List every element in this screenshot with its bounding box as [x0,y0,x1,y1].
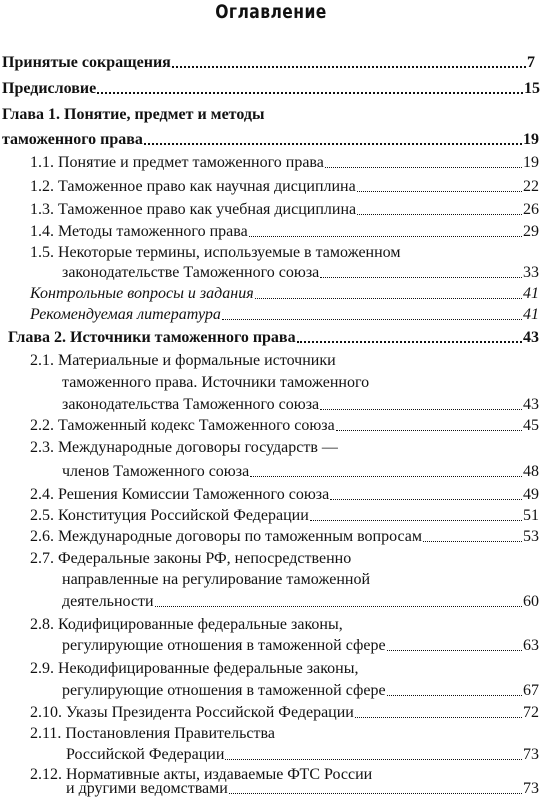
dot-leader [222,318,522,320]
dot-leader [320,276,522,278]
toc-entry-2-2[interactable] [30,416,539,435]
toc-entry-page: 63 [523,637,539,654]
dot-leader [229,792,522,794]
dot-leader [249,235,522,237]
dot-leader [172,65,526,68]
toc-entry-page: 53 [523,528,539,545]
toc-entry-text: 2.2. Таможенный кодекс Таможенного союза [30,417,335,434]
dot-leader [387,694,522,696]
toc-entry-text: 1.2. Таможенное право как научная дисциплина [30,178,356,195]
toc-entry-2-1[interactable] [62,395,539,414]
toc-entry-text: 1.1. Понятие и предмет таможенного права [30,154,324,171]
toc-entry-2-1-line2: таможенного права. Источники таможенного [62,374,370,391]
dot-leader [155,605,522,607]
toc-entry-text: 2.10. Указы Президента Российской Федерации [30,704,354,721]
toc-entry-text: 2.6. Международные договоры по таможенным вопросам [30,528,423,545]
toc-entry-2-11[interactable] [66,745,539,764]
toc-entry-page: 45 [523,417,539,434]
toc-entry-1-4[interactable] [30,222,539,241]
dot-leader [355,716,522,718]
dot-leader [144,142,522,145]
toc-entry-page: 72 [523,704,539,721]
toc-entry-2-1-line1: 2.1. Материальные и формальные источники [30,352,336,369]
dot-leader [423,540,522,542]
toc-entry-2-3-line1: 2.3. Международные договоры государств — [30,439,338,456]
toc-entry-page: 73 [523,780,539,797]
toc-entry-2-10[interactable] [30,703,539,722]
toc-entry-text: Рекомендуемая литература [30,306,221,323]
toc-entry-1-5[interactable] [62,263,539,282]
toc-entry-text: Российской Федерации [66,746,225,763]
dot-leader [255,297,522,299]
toc-entry-2-12[interactable] [66,779,539,798]
toc-entry-chapter2[interactable] [8,328,539,347]
toc-entry-page: 26 [523,201,539,218]
dot-leader [320,408,522,410]
toc-entry-2-8-line1: 2.8. Кодифицированные федеральные законы, [30,616,343,633]
toc-entry-text: регулирующие отношения в таможенной сфере [62,637,386,654]
toc-entry-text: и другими ведомствами [66,780,228,797]
toc-entry-2-8[interactable] [62,636,539,655]
dot-leader [325,166,522,168]
toc-entry-page: 15 [524,80,540,97]
dot-leader [336,429,522,431]
toc-entry-2-7-line2: направленные на регулирование таможенной [62,571,371,588]
toc-entry-2-7-line1: 2.7. Федеральные законы РФ, непосредственно [30,550,352,567]
toc-entry-page: 73 [523,746,539,763]
toc-entry-page: 7 [527,54,535,71]
toc-entry-2-4[interactable] [30,485,539,504]
toc-entry-text: деятельности [62,593,154,610]
toc-entry-1-3[interactable] [30,200,539,219]
toc-entry-text: Принятые сокращения [2,54,171,71]
toc-entry-abbreviations[interactable] [2,53,535,72]
toc-entry-text: таможенного права [2,131,143,148]
toc-entry-page: 60 [523,593,539,610]
toc-entry-text: Предисловие [2,80,97,97]
toc-entry-page: 48 [523,463,539,480]
dot-leader [357,190,522,192]
toc-entry-text: Глава 2. Источники таможенного права [8,329,296,346]
toc-entry-page: 41 [523,306,539,323]
dot-leader [357,213,522,215]
toc-entry-recommended-literature[interactable] [30,305,539,324]
toc-entry-page: 43 [523,396,539,413]
toc-entry-page: 41 [523,285,539,302]
toc-entry-text: регулирующие отношения в таможенной сфере [62,682,386,699]
toc-entry-2-11-line1: 2.11. Постановления Правительства [30,725,275,742]
toc-entry-page: 33 [523,264,539,281]
toc-entry-page: 43 [523,329,539,346]
toc-entry-2-5[interactable] [30,506,539,525]
dot-leader [330,498,522,500]
toc-entry-text: 1.4. Методы таможенного права [30,223,248,240]
toc-entry-1-1[interactable] [30,153,539,172]
dot-leader [225,758,522,760]
toc-entry-page: 29 [523,223,539,240]
toc-entry-text: законодательстве Таможенного союза [62,264,320,281]
toc-entry-page: 49 [523,486,539,503]
toc-entry-page: 51 [523,507,539,524]
toc-entry-chapter1-line1: Глава 1. Понятие, предмет и методы [2,106,265,123]
dot-leader [97,91,523,94]
toc-entry-1-5-line1: 1.5. Некоторые термины, используемые в таможенном [30,244,401,261]
toc-entry-review-questions[interactable] [30,284,539,303]
dot-leader [250,475,522,477]
toc-entry-2-3[interactable] [62,462,539,481]
toc-entry-preface[interactable] [2,79,540,98]
toc-entry-text: 2.5. Конституция Российской Федерации [30,507,309,524]
page-title: Оглавление [215,1,327,23]
toc-entry-page: 19 [523,131,539,148]
toc-entry-page: 22 [523,178,539,195]
toc-entry-text: законодательства Таможенного союза [62,396,320,413]
dot-leader [310,519,522,521]
dot-leader [297,340,522,343]
toc-entry-2-12-line1: 2.12. Нормативные акты, издаваемые ФТС России [30,766,373,783]
toc-entry-page: 19 [523,154,539,171]
toc-entry-text: Контрольные вопросы и задания [30,285,254,302]
toc-entry-2-6[interactable] [30,527,539,546]
toc-entry-2-9-line1: 2.9. Некодифицированные федеральные законы, [30,660,359,677]
toc-entry-text: 2.4. Решения Комиссии Таможенного союза [30,486,330,503]
dot-leader [387,649,522,651]
toc-entry-2-7[interactable] [62,592,539,611]
toc-entry-chapter1[interactable] [2,130,539,149]
toc-entry-2-9[interactable] [62,681,539,700]
toc-entry-page: 67 [523,682,539,699]
toc-entry-text: членов Таможенного союза [62,463,250,480]
toc-entry-text: 1.3. Таможенное право как учебная дисциплина [30,201,357,218]
toc-entry-1-2[interactable] [30,177,539,196]
